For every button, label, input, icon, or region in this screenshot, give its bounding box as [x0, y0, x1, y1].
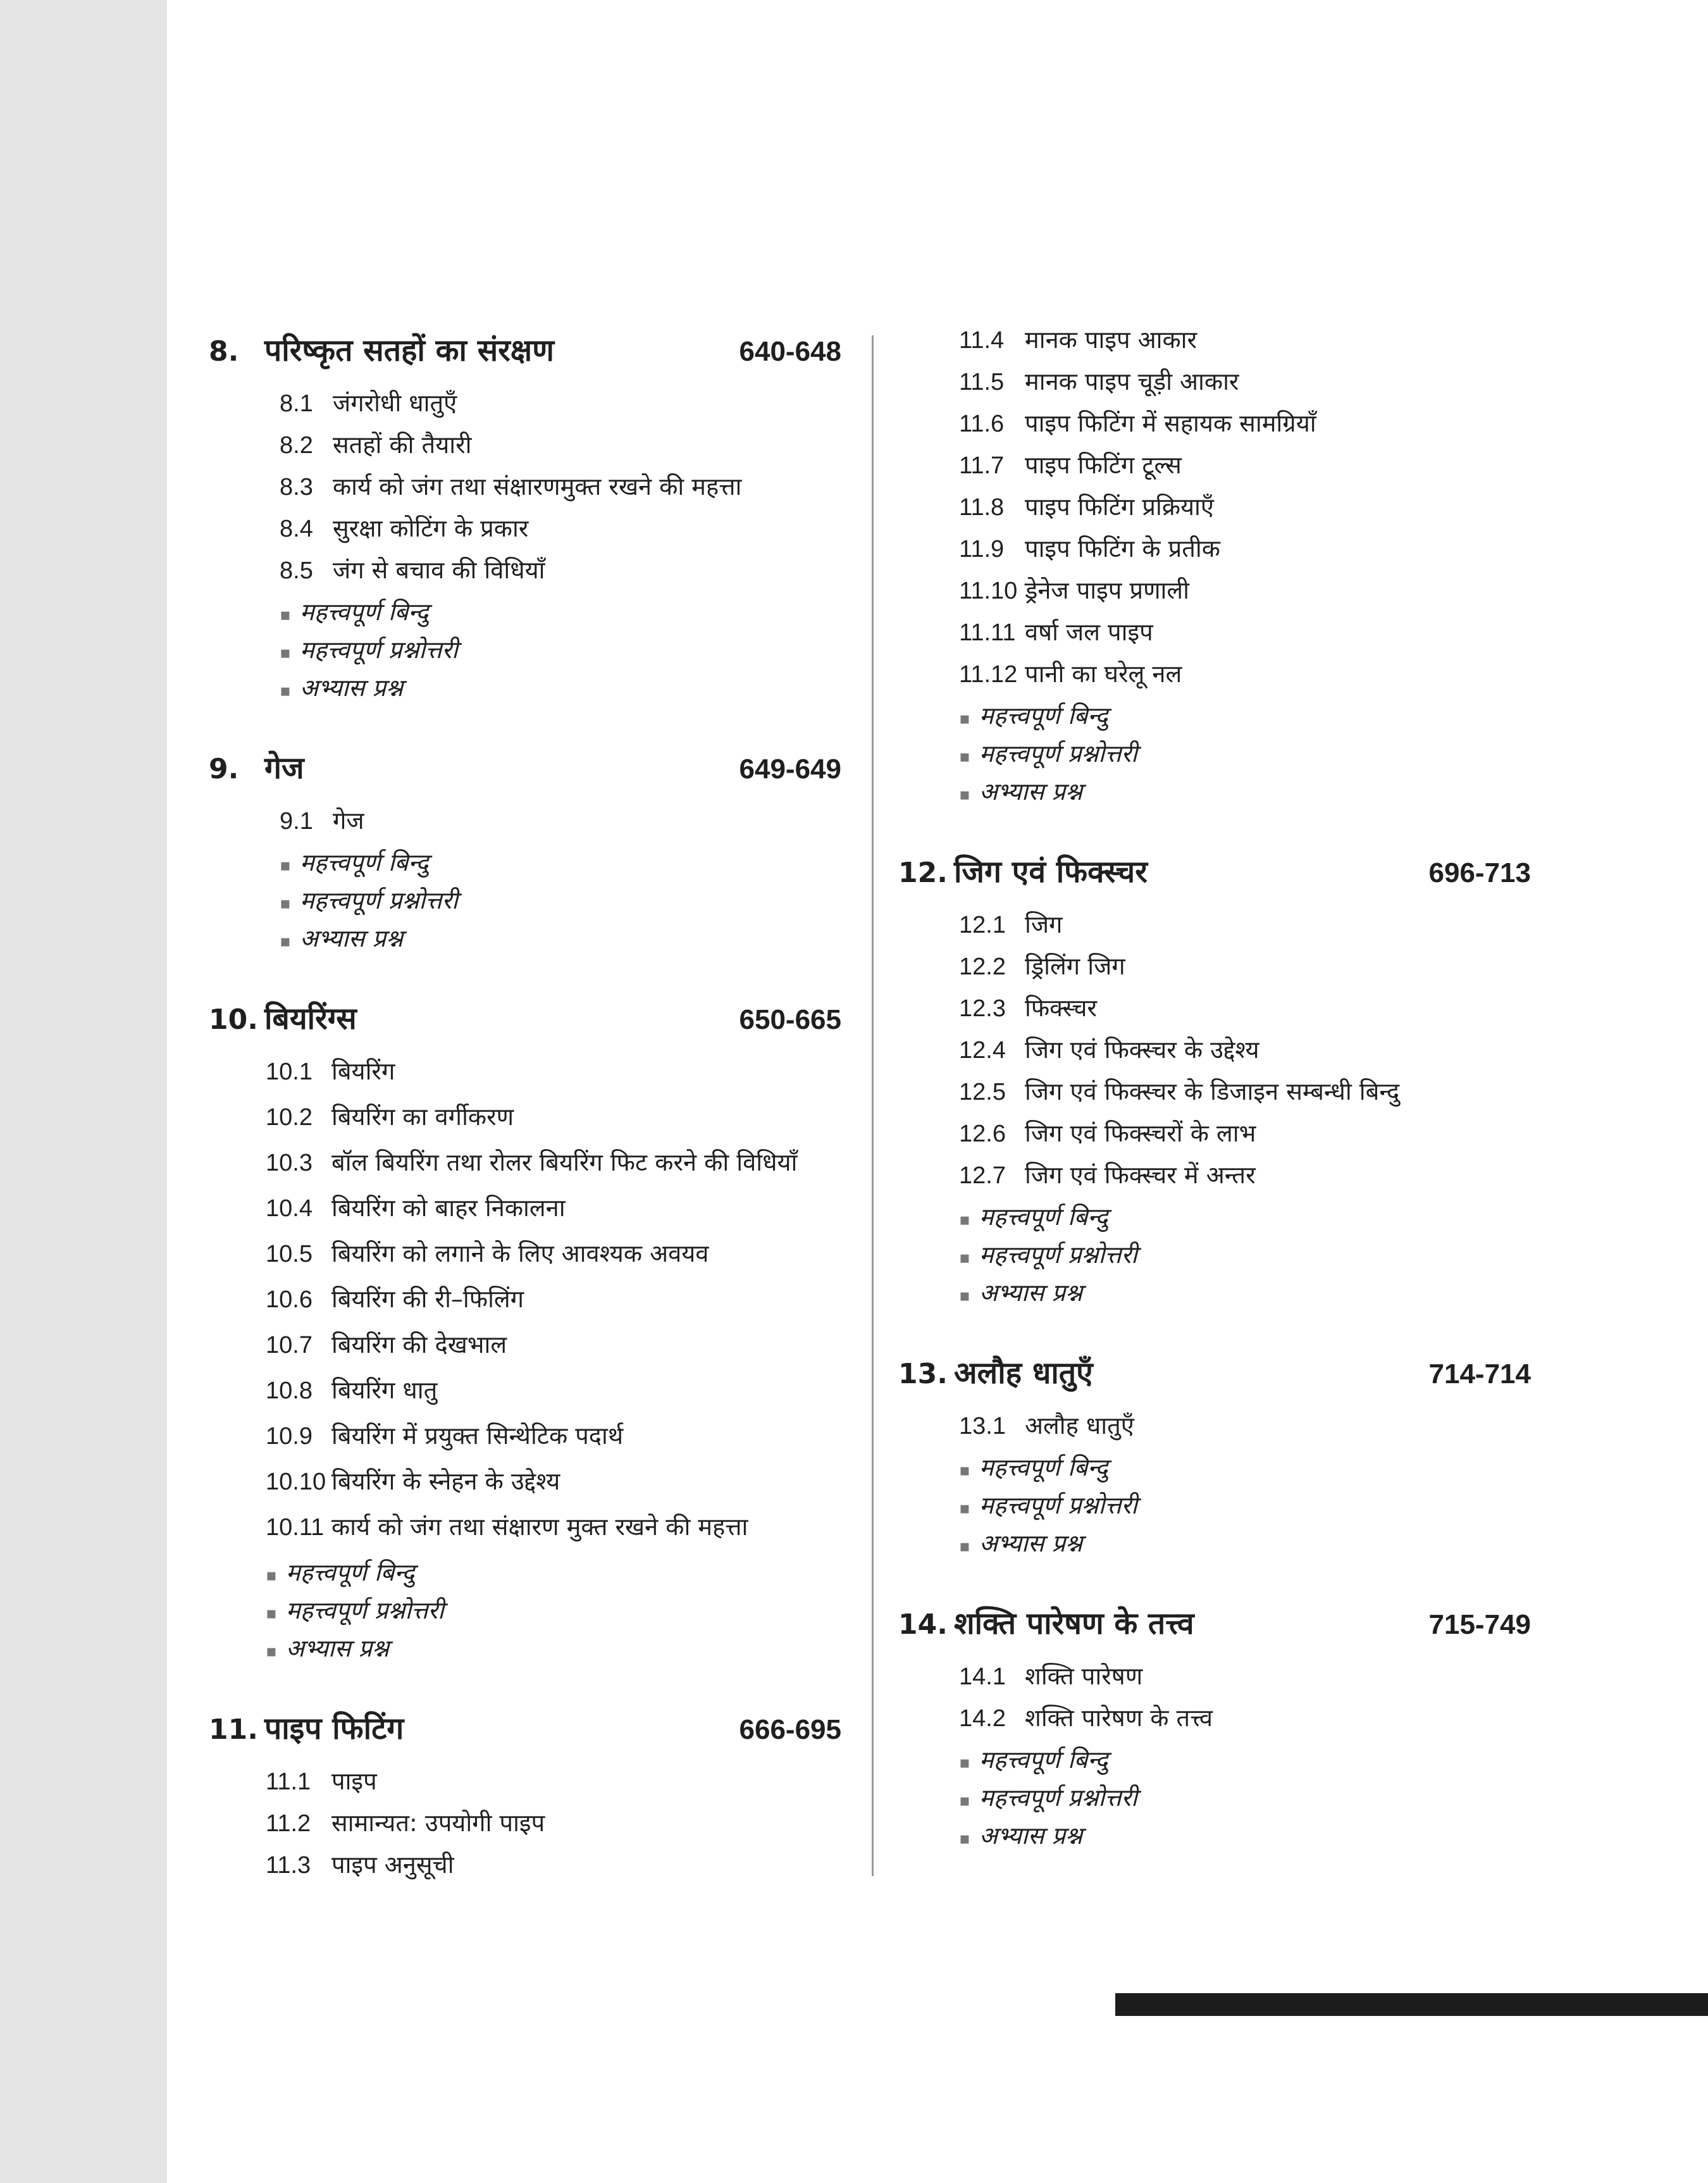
bullet-square-icon: ▪	[280, 681, 291, 700]
subsection-item[interactable]	[280, 470, 841, 511]
bullet-important-qa[interactable]	[280, 883, 841, 921]
subsection-title: जंग से बचाव की विधियाँ	[333, 556, 545, 584]
chapter-title: शक्ति पारेषण के तत्त्व	[954, 1606, 1194, 1641]
subsection-title: शक्ति पारेषण के तत्त्व	[1025, 1704, 1213, 1732]
chapter-pages: 640-648	[739, 336, 841, 367]
chapter-title: अलौह धातुएँ	[954, 1355, 1093, 1391]
subsection-item[interactable]	[266, 1191, 841, 1236]
subsection-number: 11.11	[959, 619, 1016, 646]
chapter-number: 14.	[898, 1608, 948, 1641]
subsection-item[interactable]	[959, 490, 1531, 532]
chapter-heading[interactable]	[898, 1602, 1531, 1659]
bullet-square-icon: ▪	[959, 1248, 970, 1267]
bullet-label: महत्त्वपूर्ण प्रश्नोत्तरी	[979, 1784, 1137, 1812]
bullet-square-icon: ▪	[959, 1499, 970, 1518]
bullet-label: अभ्यास प्रश्न	[979, 1822, 1082, 1850]
bullet-practice-questions[interactable]	[959, 1526, 1531, 1564]
subsection-title: पाइप अनुसूची	[331, 1851, 454, 1879]
chapter-title: जिग एवं फिक्स्चर	[954, 854, 1148, 890]
bullet-important-points[interactable]	[959, 1743, 1531, 1781]
bullet-practice-questions[interactable]	[959, 1819, 1531, 1856]
subsection-item[interactable]	[959, 448, 1531, 490]
bullet-important-qa[interactable]	[266, 1593, 841, 1631]
bullet-label: अभ्यास प्रश्न	[979, 1279, 1082, 1307]
subsection-number: 11.7	[959, 452, 1005, 479]
subsection-number: 14.2	[959, 1705, 1006, 1732]
subsection-number: 9.1	[280, 808, 313, 835]
subsection-number: 12.7	[959, 1162, 1006, 1189]
chapter-pages: 714-714	[1428, 1359, 1531, 1390]
chapter-heading[interactable]	[898, 850, 1531, 907]
subsection-number: 10.3	[266, 1150, 313, 1176]
subsection-item[interactable]	[959, 364, 1531, 406]
subsection-item[interactable]	[266, 1236, 841, 1282]
subsection-number: 8.5	[280, 557, 313, 584]
subsection-number: 10.5	[266, 1241, 313, 1267]
bullet-square-icon: ▪	[959, 1753, 970, 1772]
subsection-number: 12.6	[959, 1121, 1006, 1147]
subsection-title: अलौह धातुएँ	[1025, 1412, 1134, 1440]
bullet-label: अभ्यास प्रश्न	[286, 1634, 389, 1662]
bullet-square-icon: ▪	[959, 1537, 970, 1556]
page-margin-strip	[0, 0, 167, 2183]
subsection-item[interactable]	[959, 1116, 1531, 1158]
subsection-title: बॉल बियरिंग तथा रोलर बियरिंग फिट करने की विधियाँ	[331, 1148, 798, 1176]
bullet-square-icon: ▪	[280, 606, 291, 625]
chapter-pages: 650-665	[739, 1004, 841, 1035]
subsection-number: 11.5	[959, 369, 1005, 395]
subsection-title: बियरिंग को लगाने के लिए आवश्यक अवयव	[331, 1240, 709, 1267]
bullet-square-icon: ▪	[959, 1210, 970, 1229]
subsection-title: सुरक्षा कोटिंग के प्रकार	[333, 514, 529, 542]
bullet-important-points[interactable]	[959, 1200, 1531, 1238]
subsection-item[interactable]	[266, 1282, 841, 1328]
subsection-number: 8.2	[280, 432, 313, 459]
subsection-title: पानी का घरेलू नल	[1025, 660, 1182, 688]
chapter-heading[interactable]	[209, 997, 841, 1054]
subsection-number: 10.1	[266, 1059, 313, 1085]
subsection-title: शक्ति पारेषण	[1025, 1662, 1143, 1690]
chapter-number: 9.	[209, 753, 239, 785]
subsection-title: जिग	[1025, 911, 1063, 938]
bullet-practice-questions[interactable]	[280, 921, 841, 959]
chapter-pages: 649-649	[739, 754, 841, 785]
subsection-title: सामान्यत: उपयोगी पाइप	[331, 1809, 545, 1837]
chapter-pages: 666-695	[739, 1714, 841, 1745]
subsection-number: 12.3	[959, 995, 1006, 1022]
subsection-title: जिग एवं फिक्स्चर के डिजाइन सम्बन्धी बिन्दु	[1025, 1078, 1400, 1105]
chapter-number: 10.	[209, 1004, 258, 1036]
subsection-title: पाइप फिटिंग टूल्स	[1025, 451, 1182, 479]
bullet-square-icon: ▪	[280, 644, 291, 662]
subsection-item[interactable]	[280, 511, 841, 553]
subsection-title: पाइप	[331, 1767, 377, 1795]
subsection-title: कार्य को जंग तथा संक्षारणमुक्त रखने की महत्ता	[333, 473, 742, 501]
subsection-title: बियरिंग का वर्गीकरण	[331, 1103, 514, 1131]
subsection-number: 11.9	[959, 536, 1005, 563]
bullet-important-points[interactable]	[266, 1555, 841, 1593]
subsection-title: फिक्स्चर	[1025, 994, 1098, 1022]
subsection-title: बियरिंग में प्रयुक्त सिन्थेटिक पदार्थ	[331, 1422, 624, 1450]
subsection-number: 13.1	[959, 1413, 1006, 1440]
subsection-number: 11.2	[266, 1810, 311, 1837]
bullet-square-icon: ▪	[959, 1461, 970, 1480]
bullet-practice-questions[interactable]	[266, 1631, 841, 1669]
subsection-item[interactable]	[280, 428, 841, 470]
subsection-item[interactable]	[266, 1145, 841, 1191]
subsection-number: 11.6	[959, 411, 1005, 437]
subsection-item[interactable]	[266, 1419, 841, 1464]
bullet-label: महत्त्वपूर्ण प्रश्नोत्तरी	[300, 636, 458, 664]
chapter-title: बियरिंग्स	[264, 1001, 357, 1036]
chapter-11	[209, 1707, 841, 1889]
subsection-item[interactable]	[959, 1409, 1531, 1450]
chapter-number: 8.	[209, 335, 239, 368]
chapter-title: गेज	[264, 750, 304, 786]
subsection-item[interactable]	[959, 615, 1531, 657]
bullet-label: अभ्यास प्रश्न	[979, 778, 1082, 805]
subsection-number: 12.4	[959, 1037, 1006, 1064]
bullet-label: महत्त्वपूर्ण बिन्दु	[300, 849, 429, 876]
subsection-item[interactable]	[959, 532, 1531, 573]
subsection-number: 10.4	[266, 1195, 313, 1222]
subsection-title: जिग एवं फिक्स्चर में अन्तर	[1025, 1161, 1256, 1189]
bullet-important-points[interactable]	[959, 699, 1531, 737]
subsection-number: 10.9	[266, 1423, 313, 1450]
chapter-heading[interactable]	[209, 747, 841, 804]
subsection-number: 11.4	[959, 327, 1005, 354]
subsection-title: बियरिंग की री–फिलिंग	[331, 1285, 524, 1313]
subsection-number: 12.5	[959, 1079, 1006, 1105]
subsection-item[interactable]	[959, 1659, 1531, 1701]
subsection-item[interactable]	[280, 804, 841, 845]
subsection-item[interactable]	[959, 1033, 1531, 1074]
subsection-item[interactable]	[959, 1158, 1531, 1200]
chapter-title: पाइप फिटिंग	[264, 1711, 404, 1746]
subsection-item[interactable]	[280, 553, 841, 595]
subsection-number: 11.8	[959, 494, 1005, 521]
subsection-item[interactable]	[266, 1806, 841, 1848]
subsection-number: 12.1	[959, 912, 1006, 938]
bullet-label: महत्त्वपूर्ण बिन्दु	[979, 1453, 1108, 1481]
chapter-heading[interactable]	[209, 1707, 841, 1764]
subsection-number: 12.2	[959, 954, 1006, 980]
subsection-number: 8.3	[280, 474, 313, 501]
bullet-label: महत्त्वपूर्ण प्रश्नोत्तरी	[979, 1241, 1137, 1269]
subsection-item[interactable]	[266, 1373, 841, 1419]
subsection-title: गेज	[333, 807, 364, 835]
bullet-label: अभ्यास प्रश्न	[300, 674, 403, 702]
bullet-label: महत्त्वपूर्ण प्रश्नोत्तरी	[979, 740, 1137, 768]
subsection-number: 8.1	[280, 390, 313, 417]
bullet-square-icon: ▪	[280, 894, 291, 913]
bullet-square-icon: ▪	[266, 1566, 277, 1585]
subsection-item[interactable]	[959, 406, 1531, 448]
subsection-item[interactable]	[266, 1510, 841, 1555]
subsection-title: जंगरोधी धातुएँ	[333, 389, 457, 417]
chapter-number: 13.	[898, 1358, 948, 1390]
subsection-item[interactable]	[959, 573, 1531, 615]
bullet-square-icon: ▪	[959, 1829, 970, 1848]
bullet-square-icon: ▪	[280, 856, 291, 875]
bullet-square-icon: ▪	[959, 709, 970, 728]
chapter-pages: 696-713	[1428, 857, 1531, 888]
chapter-10	[209, 997, 841, 1669]
bullet-label: महत्त्वपूर्ण बिन्दु	[300, 598, 429, 626]
subsection-item[interactable]	[266, 1464, 841, 1510]
subsection-title: जिग एवं फिक्स्चरों के लाभ	[1025, 1119, 1256, 1147]
bullet-important-qa[interactable]	[959, 1781, 1531, 1819]
bullet-square-icon: ▪	[280, 932, 291, 951]
subsection-title: जिग एवं फिक्स्चर के उद्देश्य	[1025, 1036, 1259, 1064]
bullet-important-qa[interactable]	[959, 1488, 1531, 1526]
bullet-important-qa[interactable]	[959, 1238, 1531, 1276]
subsection-number: 10.2	[266, 1104, 313, 1131]
subsection-title: वर्षा जल पाइप	[1025, 618, 1153, 646]
subsection-number: 11.3	[266, 1852, 311, 1879]
chapter-11-continued	[898, 323, 1531, 812]
subsection-title: बियरिंग को बाहर निकालना	[331, 1194, 566, 1222]
subsection-item[interactable]	[959, 949, 1531, 991]
chapter-9	[209, 747, 841, 959]
chapter-title: परिष्कृत सतहों का संरक्षण	[264, 333, 554, 368]
bullet-label: अभ्यास प्रश्न	[300, 924, 403, 952]
bullet-square-icon: ▪	[266, 1604, 277, 1623]
subsection-number: 10.8	[266, 1378, 313, 1404]
subsection-item[interactable]	[266, 1764, 841, 1806]
bullet-important-points[interactable]	[280, 845, 841, 883]
bullet-label: महत्त्वपूर्ण बिन्दु	[979, 1746, 1108, 1774]
bullet-square-icon: ▪	[959, 747, 970, 766]
subsection-title: मानक पाइप चूड़ी आकार	[1025, 368, 1239, 395]
toc-right-column	[898, 326, 1531, 1856]
bullet-label: महत्त्वपूर्ण बिन्दु	[979, 1203, 1108, 1231]
bullet-label: महत्त्वपूर्ण प्रश्नोत्तरी	[979, 1491, 1137, 1519]
subsection-number: 10.7	[266, 1332, 313, 1359]
chapter-14	[898, 1602, 1531, 1856]
toc-left-column	[209, 329, 841, 1889]
bullet-square-icon: ▪	[959, 1791, 970, 1810]
chapter-number: 12.	[898, 857, 948, 889]
subsection-item[interactable]	[959, 1074, 1531, 1116]
subsection-title: पाइप फिटिंग के प्रतीक	[1025, 535, 1220, 563]
subsection-title: मानक पाइप आकार	[1025, 326, 1197, 354]
subsection-title: बियरिंग	[331, 1057, 395, 1085]
subsection-number: 10.10	[266, 1469, 326, 1495]
chapter-pages: 715-749	[1428, 1609, 1531, 1640]
chapter-12	[898, 850, 1531, 1314]
subsection-title: ड्रिलिंग जिग	[1025, 952, 1125, 980]
subsection-number: 11.1	[266, 1769, 311, 1795]
subsection-title: बियरिंग के स्नेहन के उद्देश्य	[331, 1467, 560, 1495]
bullet-important-points[interactable]	[280, 595, 841, 633]
bullet-label: महत्त्वपूर्ण प्रश्नोत्तरी	[300, 886, 458, 914]
bullet-label: अभ्यास प्रश्न	[979, 1529, 1082, 1557]
subsection-item[interactable]	[959, 907, 1531, 949]
subsection-number: 14.1	[959, 1664, 1006, 1690]
bullet-important-points[interactable]	[959, 1450, 1531, 1488]
chapter-13	[898, 1352, 1531, 1564]
subsection-title: ड्रेनेज पाइप प्रणाली	[1025, 576, 1189, 604]
subsection-number: 10.6	[266, 1286, 313, 1313]
bullet-label: महत्त्वपूर्ण बिन्दु	[979, 702, 1108, 730]
subsection-title: कार्य को जंग तथा संक्षारण मुक्त रखने की महत्ता	[331, 1513, 748, 1541]
bullet-label: महत्त्वपूर्ण प्रश्नोत्तरी	[286, 1596, 444, 1624]
bullet-label: महत्त्वपूर्ण बिन्दु	[286, 1558, 415, 1586]
subsection-item[interactable]	[266, 1848, 841, 1889]
subsection-title: बियरिंग की देखभाल	[331, 1331, 507, 1359]
subsection-number: 11.10	[959, 578, 1018, 604]
bullet-square-icon: ▪	[959, 785, 970, 804]
subsection-title: पाइप फिटिंग प्रक्रियाएँ	[1025, 493, 1214, 521]
subsection-item[interactable]	[266, 1100, 841, 1145]
chapter-8	[209, 329, 841, 709]
subsection-item[interactable]	[959, 991, 1531, 1033]
bullet-practice-questions[interactable]	[959, 1276, 1531, 1314]
bullet-important-qa[interactable]	[280, 633, 841, 671]
subsection-item[interactable]	[266, 1328, 841, 1373]
subsection-title: बियरिंग धातु	[331, 1376, 438, 1404]
subsection-number: 10.11	[266, 1514, 325, 1541]
bullet-square-icon: ▪	[959, 1286, 970, 1305]
chapter-heading[interactable]	[898, 1352, 1531, 1409]
subsection-number: 8.4	[280, 516, 313, 542]
column-divider	[872, 335, 874, 1876]
bullet-practice-questions[interactable]	[959, 774, 1531, 812]
footer-bar	[1115, 1993, 1708, 2016]
subsection-number: 11.12	[959, 661, 1018, 688]
subsection-title: सतहों की तैयारी	[333, 431, 472, 459]
subsection-item[interactable]	[959, 323, 1531, 364]
subsection-item[interactable]	[280, 386, 841, 428]
bullet-square-icon: ▪	[266, 1642, 277, 1661]
bullet-practice-questions[interactable]	[280, 671, 841, 709]
subsection-item[interactable]	[959, 1701, 1531, 1743]
subsection-item[interactable]	[959, 657, 1531, 699]
chapter-heading[interactable]	[209, 329, 841, 386]
subsection-item[interactable]	[266, 1054, 841, 1100]
chapter-number: 11.	[209, 1713, 258, 1746]
bullet-important-qa[interactable]	[959, 737, 1531, 774]
subsection-title: पाइप फिटिंग में सहायक सामग्रियाँ	[1025, 409, 1316, 437]
